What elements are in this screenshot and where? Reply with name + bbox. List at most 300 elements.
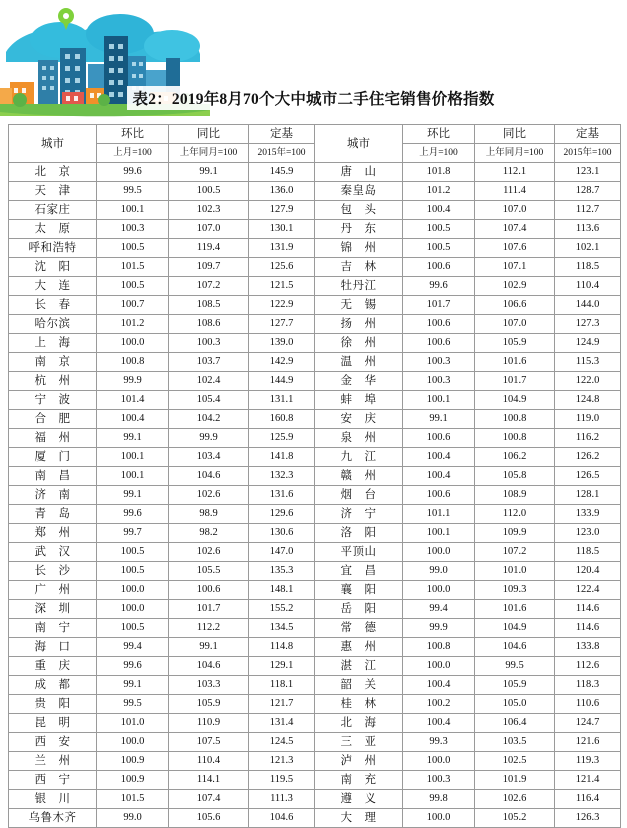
mom-value-left: 99.6 [97, 505, 169, 524]
price-index-table [8, 124, 621, 828]
mom-value-left: 100.8 [97, 353, 169, 372]
yoy-value-left: 108.6 [169, 315, 249, 334]
yoy-value-left: 99.1 [169, 163, 249, 182]
city-name-left: 重 庆 [9, 657, 97, 676]
base-value-left: 145.9 [249, 163, 315, 182]
base-value-right: 128.1 [555, 486, 621, 505]
subheader-yoy-right: 上年同月=100 [475, 144, 555, 163]
city-name-left: 石家庄 [9, 201, 97, 220]
base-value-left: 121.3 [249, 752, 315, 771]
yoy-value-right: 104.9 [475, 391, 555, 410]
yoy-value-left: 100.3 [169, 334, 249, 353]
table-row [9, 201, 621, 220]
table-row [9, 448, 621, 467]
base-value-left: 160.8 [249, 410, 315, 429]
mom-value-right: 100.6 [403, 315, 475, 334]
yoy-value-left: 103.4 [169, 448, 249, 467]
mom-value-right: 100.0 [403, 752, 475, 771]
subheader-mom-left: 上月=100 [97, 144, 169, 163]
mom-value-left: 101.2 [97, 315, 169, 334]
base-value-left: 130.6 [249, 524, 315, 543]
mom-value-right: 100.2 [403, 695, 475, 714]
base-value-right: 133.9 [555, 505, 621, 524]
base-value-right: 144.0 [555, 296, 621, 315]
base-value-right: 115.3 [555, 353, 621, 372]
yoy-value-left: 112.2 [169, 619, 249, 638]
yoy-value-left: 100.6 [169, 581, 249, 600]
base-value-right: 119.3 [555, 752, 621, 771]
mom-value-right: 99.1 [403, 410, 475, 429]
yoy-value-right: 103.5 [475, 733, 555, 752]
table-row [9, 429, 621, 448]
base-value-left: 131.9 [249, 239, 315, 258]
yoy-value-left: 101.7 [169, 600, 249, 619]
base-value-left: 122.9 [249, 296, 315, 315]
base-value-left: 132.3 [249, 467, 315, 486]
base-value-left: 155.2 [249, 600, 315, 619]
mom-value-left: 100.0 [97, 600, 169, 619]
city-name-right: 丹 东 [315, 220, 403, 239]
city-name-right: 徐 州 [315, 334, 403, 353]
mom-value-left: 99.1 [97, 486, 169, 505]
yoy-value-left: 103.7 [169, 353, 249, 372]
mom-value-left: 100.1 [97, 448, 169, 467]
city-name-right: 宜 昌 [315, 562, 403, 581]
mom-value-left: 100.4 [97, 410, 169, 429]
table-row [9, 391, 621, 410]
table-row [9, 562, 621, 581]
city-name-left: 上 海 [9, 334, 97, 353]
mom-value-left: 100.0 [97, 733, 169, 752]
yoy-value-right: 102.6 [475, 790, 555, 809]
mom-value-right: 101.7 [403, 296, 475, 315]
city-name-right: 大 理 [315, 809, 403, 828]
table-row [9, 239, 621, 258]
yoy-value-right: 107.2 [475, 543, 555, 562]
base-value-left: 118.1 [249, 676, 315, 695]
base-value-left: 104.6 [249, 809, 315, 828]
city-name-right: 烟 台 [315, 486, 403, 505]
table-row [9, 600, 621, 619]
header-mom-left: 环比 [97, 125, 169, 144]
yoy-value-left: 107.5 [169, 733, 249, 752]
city-name-right: 蚌 埠 [315, 391, 403, 410]
city-name-left: 西 宁 [9, 771, 97, 790]
mom-value-left: 99.1 [97, 676, 169, 695]
yoy-value-left: 99.1 [169, 638, 249, 657]
header-yoy-right: 同比 [475, 125, 555, 144]
mom-value-left: 100.5 [97, 277, 169, 296]
base-value-left: 129.6 [249, 505, 315, 524]
city-name-right: 襄 阳 [315, 581, 403, 600]
mom-value-right: 100.1 [403, 524, 475, 543]
city-name-right: 南 充 [315, 771, 403, 790]
city-name-right: 遵 义 [315, 790, 403, 809]
yoy-value-right: 100.8 [475, 429, 555, 448]
mom-value-left: 99.5 [97, 695, 169, 714]
table-row [9, 334, 621, 353]
yoy-value-left: 102.4 [169, 372, 249, 391]
base-value-right: 121.4 [555, 771, 621, 790]
yoy-value-right: 101.7 [475, 372, 555, 391]
mom-value-right: 99.9 [403, 619, 475, 638]
mom-value-left: 100.0 [97, 581, 169, 600]
city-name-right: 赣 州 [315, 467, 403, 486]
page-title: 表2：2019年8月70个大中城市二手住宅销售价格指数 [127, 86, 501, 110]
base-value-right: 114.6 [555, 600, 621, 619]
yoy-value-left: 104.2 [169, 410, 249, 429]
city-name-right: 秦皇岛 [315, 182, 403, 201]
mom-value-left: 100.9 [97, 752, 169, 771]
yoy-value-left: 114.1 [169, 771, 249, 790]
yoy-value-right: 102.9 [475, 277, 555, 296]
base-value-left: 114.8 [249, 638, 315, 657]
table-row [9, 695, 621, 714]
mom-value-right: 100.0 [403, 657, 475, 676]
city-name-right: 三 亚 [315, 733, 403, 752]
base-value-right: 110.4 [555, 277, 621, 296]
city-name-right: 湛 江 [315, 657, 403, 676]
table-row [9, 505, 621, 524]
mom-value-right: 100.3 [403, 771, 475, 790]
base-value-right: 114.6 [555, 619, 621, 638]
mom-value-right: 101.2 [403, 182, 475, 201]
table-row [9, 714, 621, 733]
header-base-right: 定基 [555, 125, 621, 144]
table-row [9, 258, 621, 277]
mom-value-left: 99.7 [97, 524, 169, 543]
city-name-left: 沈 阳 [9, 258, 97, 277]
city-name-right: 包 头 [315, 201, 403, 220]
yoy-value-right: 105.9 [475, 334, 555, 353]
base-value-right: 118.3 [555, 676, 621, 695]
base-value-left: 129.1 [249, 657, 315, 676]
mom-value-right: 100.4 [403, 467, 475, 486]
city-name-right: 唐 山 [315, 163, 403, 182]
base-value-left: 139.0 [249, 334, 315, 353]
table-row [9, 657, 621, 676]
base-value-right: 120.4 [555, 562, 621, 581]
table-row [9, 277, 621, 296]
mom-value-left: 99.4 [97, 638, 169, 657]
base-value-left: 135.3 [249, 562, 315, 581]
mom-value-right: 100.0 [403, 809, 475, 828]
city-name-right: 牡丹江 [315, 277, 403, 296]
yoy-value-right: 106.6 [475, 296, 555, 315]
base-value-right: 124.8 [555, 391, 621, 410]
city-name-left: 太 原 [9, 220, 97, 239]
yoy-value-left: 110.4 [169, 752, 249, 771]
mom-value-right: 99.6 [403, 277, 475, 296]
mom-value-right: 100.8 [403, 638, 475, 657]
city-name-right: 惠 州 [315, 638, 403, 657]
yoy-value-left: 119.4 [169, 239, 249, 258]
table-row [9, 410, 621, 429]
base-value-left: 148.1 [249, 581, 315, 600]
table-row [9, 315, 621, 334]
mom-value-right: 100.1 [403, 391, 475, 410]
city-name-left: 宁 波 [9, 391, 97, 410]
city-name-left: 海 口 [9, 638, 97, 657]
base-value-right: 110.6 [555, 695, 621, 714]
mom-value-right: 100.5 [403, 220, 475, 239]
subheader-mom-right: 上月=100 [403, 144, 475, 163]
city-name-left: 青 岛 [9, 505, 97, 524]
base-value-right: 133.8 [555, 638, 621, 657]
mom-value-right: 100.6 [403, 258, 475, 277]
mom-value-left: 100.1 [97, 467, 169, 486]
table-row [9, 619, 621, 638]
header-yoy-left: 同比 [169, 125, 249, 144]
base-value-right: 122.0 [555, 372, 621, 391]
mom-value-left: 101.4 [97, 391, 169, 410]
base-value-left: 127.9 [249, 201, 315, 220]
price-index-table-container [8, 124, 619, 828]
yoy-value-left: 108.5 [169, 296, 249, 315]
base-value-left: 144.9 [249, 372, 315, 391]
yoy-value-left: 109.7 [169, 258, 249, 277]
base-value-right: 124.7 [555, 714, 621, 733]
city-name-left: 广 州 [9, 581, 97, 600]
table-row [9, 581, 621, 600]
yoy-value-left: 104.6 [169, 467, 249, 486]
city-name-left: 南 宁 [9, 619, 97, 638]
table-row [9, 163, 621, 182]
yoy-value-right: 107.4 [475, 220, 555, 239]
table-row [9, 809, 621, 828]
table-row [9, 638, 621, 657]
table-row [9, 296, 621, 315]
base-value-left: 134.5 [249, 619, 315, 638]
table-row [9, 790, 621, 809]
base-value-right: 122.4 [555, 581, 621, 600]
table-row [9, 372, 621, 391]
table-row [9, 733, 621, 752]
mom-value-left: 99.5 [97, 182, 169, 201]
yoy-value-right: 102.5 [475, 752, 555, 771]
mom-value-left: 99.6 [97, 163, 169, 182]
city-name-right: 平顶山 [315, 543, 403, 562]
mom-value-right: 100.3 [403, 353, 475, 372]
table-row [9, 676, 621, 695]
mom-value-left: 100.7 [97, 296, 169, 315]
mom-value-right: 100.6 [403, 429, 475, 448]
yoy-value-right: 106.4 [475, 714, 555, 733]
mom-value-left: 99.0 [97, 809, 169, 828]
base-value-left: 121.5 [249, 277, 315, 296]
city-name-left: 银 川 [9, 790, 97, 809]
yoy-value-right: 105.9 [475, 676, 555, 695]
table-row [9, 467, 621, 486]
mom-value-left: 100.0 [97, 334, 169, 353]
mom-value-right: 99.8 [403, 790, 475, 809]
yoy-value-left: 107.4 [169, 790, 249, 809]
city-name-right: 济 宁 [315, 505, 403, 524]
city-name-left: 北 京 [9, 163, 97, 182]
city-name-left: 深 圳 [9, 600, 97, 619]
base-value-right: 102.1 [555, 239, 621, 258]
base-value-left: 142.9 [249, 353, 315, 372]
yoy-value-right: 107.0 [475, 201, 555, 220]
yoy-value-right: 107.1 [475, 258, 555, 277]
city-name-left: 长 春 [9, 296, 97, 315]
city-name-right: 金 华 [315, 372, 403, 391]
mom-value-left: 99.9 [97, 372, 169, 391]
base-value-left: 130.1 [249, 220, 315, 239]
city-name-right: 泉 州 [315, 429, 403, 448]
city-name-right: 韶 关 [315, 676, 403, 695]
city-name-right: 扬 州 [315, 315, 403, 334]
city-name-left: 福 州 [9, 429, 97, 448]
base-value-right: 128.7 [555, 182, 621, 201]
yoy-value-left: 99.9 [169, 429, 249, 448]
base-value-left: 141.8 [249, 448, 315, 467]
city-name-left: 天 津 [9, 182, 97, 201]
city-name-right: 岳 阳 [315, 600, 403, 619]
mom-value-right: 100.4 [403, 714, 475, 733]
base-value-left: 131.6 [249, 486, 315, 505]
base-value-left: 119.5 [249, 771, 315, 790]
mom-value-left: 100.5 [97, 239, 169, 258]
mom-value-right: 100.4 [403, 201, 475, 220]
city-name-right: 九 江 [315, 448, 403, 467]
header-city-left: 城市 [9, 125, 97, 163]
yoy-value-left: 100.5 [169, 182, 249, 201]
city-name-left: 合 肥 [9, 410, 97, 429]
yoy-value-right: 106.2 [475, 448, 555, 467]
table-row [9, 353, 621, 372]
base-value-left: 131.1 [249, 391, 315, 410]
city-name-right: 泸 州 [315, 752, 403, 771]
base-value-right: 113.6 [555, 220, 621, 239]
mom-value-right: 100.4 [403, 676, 475, 695]
yoy-value-right: 100.8 [475, 410, 555, 429]
mom-value-right: 100.6 [403, 334, 475, 353]
mom-value-right: 100.3 [403, 372, 475, 391]
table-row [9, 524, 621, 543]
mom-value-right: 100.0 [403, 543, 475, 562]
mom-value-left: 101.5 [97, 258, 169, 277]
table-row [9, 486, 621, 505]
base-value-left: 131.4 [249, 714, 315, 733]
mom-value-left: 100.5 [97, 619, 169, 638]
base-value-right: 118.5 [555, 543, 621, 562]
city-name-right: 桂 林 [315, 695, 403, 714]
base-value-left: 125.6 [249, 258, 315, 277]
city-name-left: 南 昌 [9, 467, 97, 486]
yoy-value-right: 101.9 [475, 771, 555, 790]
yoy-value-left: 105.6 [169, 809, 249, 828]
yoy-value-right: 105.0 [475, 695, 555, 714]
city-name-left: 厦 门 [9, 448, 97, 467]
base-value-left: 111.3 [249, 790, 315, 809]
base-value-left: 125.9 [249, 429, 315, 448]
yoy-value-left: 103.3 [169, 676, 249, 695]
city-name-left: 西 安 [9, 733, 97, 752]
city-name-left: 呼和浩特 [9, 239, 97, 258]
mom-value-left: 100.3 [97, 220, 169, 239]
table-row [9, 752, 621, 771]
yoy-value-left: 105.5 [169, 562, 249, 581]
base-value-right: 126.3 [555, 809, 621, 828]
yoy-value-right: 101.6 [475, 600, 555, 619]
yoy-value-right: 101.6 [475, 353, 555, 372]
yoy-value-left: 102.6 [169, 486, 249, 505]
city-name-right: 无 锡 [315, 296, 403, 315]
yoy-value-right: 109.9 [475, 524, 555, 543]
yoy-value-right: 111.4 [475, 182, 555, 201]
yoy-value-right: 101.0 [475, 562, 555, 581]
city-name-left: 杭 州 [9, 372, 97, 391]
city-name-left: 成 都 [9, 676, 97, 695]
yoy-value-right: 99.5 [475, 657, 555, 676]
base-value-right: 121.6 [555, 733, 621, 752]
base-value-right: 112.7 [555, 201, 621, 220]
yoy-value-left: 102.3 [169, 201, 249, 220]
city-name-left: 长 沙 [9, 562, 97, 581]
base-value-left: 121.7 [249, 695, 315, 714]
yoy-value-right: 112.1 [475, 163, 555, 182]
header-mom-right: 环比 [403, 125, 475, 144]
mom-value-left: 99.1 [97, 429, 169, 448]
mom-value-left: 99.6 [97, 657, 169, 676]
yoy-value-left: 107.0 [169, 220, 249, 239]
yoy-value-left: 107.2 [169, 277, 249, 296]
mom-value-left: 100.5 [97, 543, 169, 562]
yoy-value-right: 107.0 [475, 315, 555, 334]
city-name-left: 贵 阳 [9, 695, 97, 714]
city-name-right: 安 庆 [315, 410, 403, 429]
base-value-right: 124.9 [555, 334, 621, 353]
mom-value-left: 101.5 [97, 790, 169, 809]
city-name-left: 哈尔滨 [9, 315, 97, 334]
base-value-right: 118.5 [555, 258, 621, 277]
base-value-right: 123.0 [555, 524, 621, 543]
city-name-right: 吉 林 [315, 258, 403, 277]
table-row [9, 771, 621, 790]
base-value-right: 116.2 [555, 429, 621, 448]
city-name-right: 锦 州 [315, 239, 403, 258]
header-base-left: 定基 [249, 125, 315, 144]
city-name-left: 南 京 [9, 353, 97, 372]
city-name-left: 大 连 [9, 277, 97, 296]
mom-value-left: 100.5 [97, 562, 169, 581]
city-name-right: 常 德 [315, 619, 403, 638]
base-value-right: 127.3 [555, 315, 621, 334]
base-value-right: 119.0 [555, 410, 621, 429]
yoy-value-left: 104.6 [169, 657, 249, 676]
mom-value-right: 101.1 [403, 505, 475, 524]
base-value-right: 116.4 [555, 790, 621, 809]
city-name-left: 武 汉 [9, 543, 97, 562]
city-name-left: 昆 明 [9, 714, 97, 733]
header-city-right: 城市 [315, 125, 403, 163]
yoy-value-right: 107.6 [475, 239, 555, 258]
base-value-right: 112.6 [555, 657, 621, 676]
mom-value-right: 101.8 [403, 163, 475, 182]
base-value-right: 126.5 [555, 467, 621, 486]
subheader-base-right: 2015年=100 [555, 144, 621, 163]
table-row [9, 182, 621, 201]
yoy-value-right: 109.3 [475, 581, 555, 600]
mom-value-right: 100.0 [403, 581, 475, 600]
yoy-value-right: 105.2 [475, 809, 555, 828]
mom-value-right: 99.0 [403, 562, 475, 581]
mom-value-right: 100.5 [403, 239, 475, 258]
mom-value-right: 100.4 [403, 448, 475, 467]
yoy-value-left: 98.9 [169, 505, 249, 524]
mom-value-right: 99.4 [403, 600, 475, 619]
